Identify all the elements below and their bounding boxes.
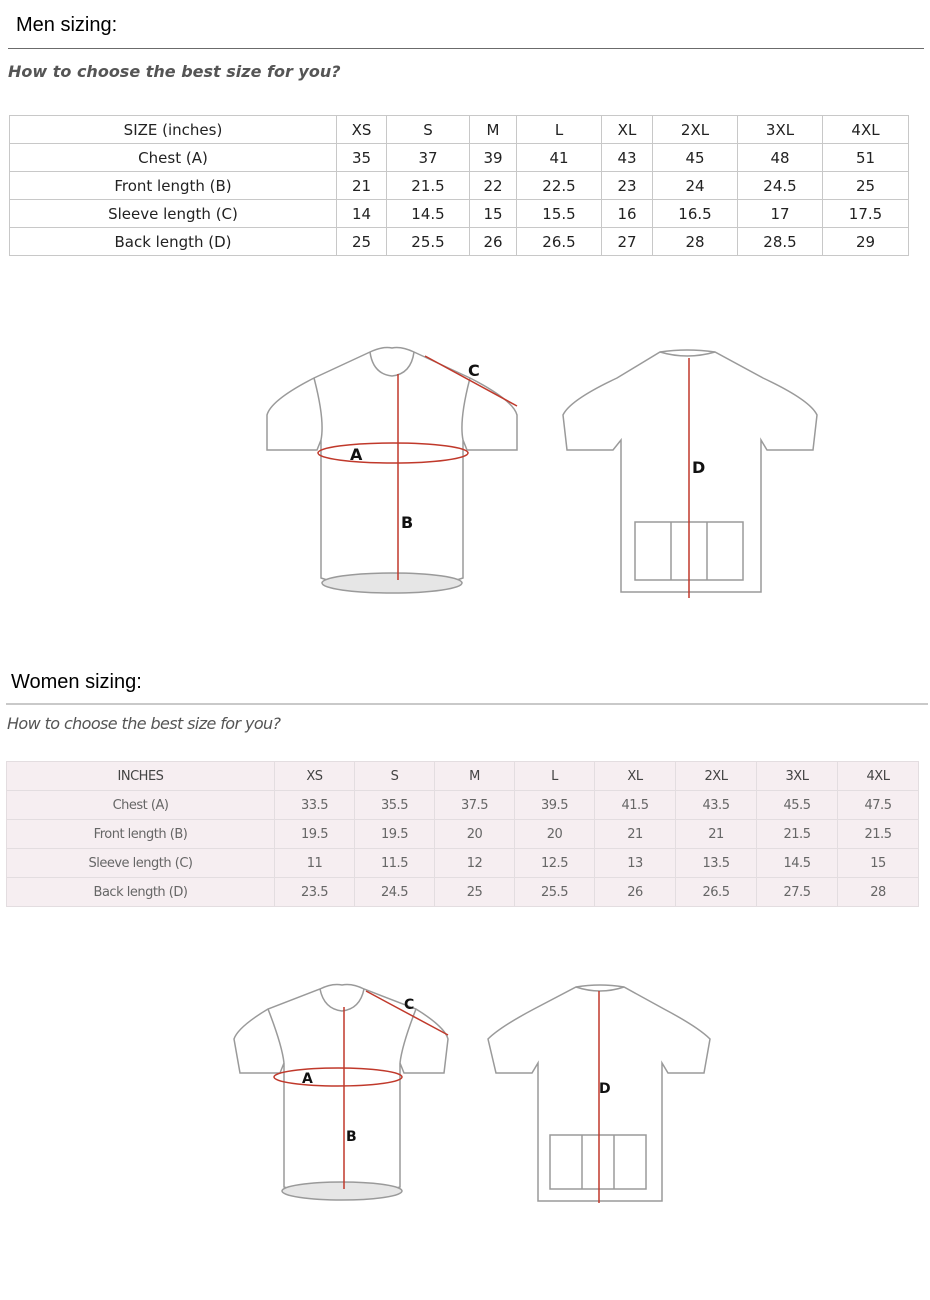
header-cell: S <box>355 762 435 791</box>
table-cell: 45.5 <box>757 791 838 820</box>
table-cell: 22 <box>470 172 517 200</box>
table-cell: 37.5 <box>435 791 515 820</box>
women-jersey-diagram <box>220 975 720 1205</box>
table-cell: 19.5 <box>275 820 355 849</box>
table-cell: 43 <box>602 144 653 172</box>
measure-label-c: C <box>468 361 480 380</box>
table-cell: 25 <box>823 172 909 200</box>
measure-label-d: D <box>692 458 706 477</box>
table-row <box>7 878 919 907</box>
table-cell: 21.5 <box>838 820 919 849</box>
table-cell: 13.5 <box>676 849 757 878</box>
measure-label-b: B <box>401 513 414 532</box>
table-cell: 21 <box>676 820 757 849</box>
table-cell: 37 <box>387 144 470 172</box>
men-sizing-title: Men sizing: <box>16 14 118 36</box>
row-label: Front length (B) <box>7 820 275 849</box>
table-cell: 17.5 <box>823 200 909 228</box>
row-label: Sleeve length (C) <box>10 200 337 228</box>
row-label: Back length (D) <box>7 878 275 907</box>
table-cell: 20 <box>515 820 595 849</box>
table-cell: 33.5 <box>275 791 355 820</box>
table-cell: 47.5 <box>838 791 919 820</box>
measure-label-a: A <box>302 1071 313 1087</box>
table-cell: 22.5 <box>517 172 602 200</box>
table-cell: 23.5 <box>275 878 355 907</box>
table-cell: 21 <box>337 172 387 200</box>
header-cell: 4XL <box>823 116 909 144</box>
table-cell: 12 <box>435 849 515 878</box>
table-cell: 17 <box>738 200 823 228</box>
table-row <box>7 849 919 878</box>
table-cell: 23 <box>602 172 653 200</box>
header-cell: XS <box>275 762 355 791</box>
table-cell: 41.5 <box>595 791 676 820</box>
table-cell: 28 <box>653 228 738 256</box>
header-cell: SIZE (inches) <box>10 116 337 144</box>
table-cell: 24.5 <box>738 172 823 200</box>
header-cell: XL <box>595 762 676 791</box>
header-cell: S <box>387 116 470 144</box>
table-cell: 27.5 <box>757 878 838 907</box>
table-cell: 15 <box>838 849 919 878</box>
jersey-front-outline <box>267 348 517 594</box>
table-cell: 26.5 <box>517 228 602 256</box>
table-row <box>10 228 909 256</box>
table-cell: 21 <box>595 820 676 849</box>
header-cell: XL <box>602 116 653 144</box>
table-cell: 12.5 <box>515 849 595 878</box>
table-cell: 35 <box>337 144 387 172</box>
men-title-divider <box>8 48 924 49</box>
table-cell: 15 <box>470 200 517 228</box>
men-subtitle: How to choose the best size for you? <box>8 62 341 81</box>
table-cell: 21.5 <box>387 172 470 200</box>
header-cell: M <box>435 762 515 791</box>
table-cell: 11.5 <box>355 849 435 878</box>
header-cell: 2XL <box>676 762 757 791</box>
table-cell: 45 <box>653 144 738 172</box>
table-cell: 19.5 <box>355 820 435 849</box>
row-label: Front length (B) <box>10 172 337 200</box>
row-label: Chest (A) <box>7 791 275 820</box>
header-cell: L <box>515 762 595 791</box>
measure-label-b: B <box>346 1129 357 1145</box>
header-cell: 2XL <box>653 116 738 144</box>
table-cell: 26 <box>595 878 676 907</box>
header-cell: 3XL <box>738 116 823 144</box>
table-cell: 16.5 <box>653 200 738 228</box>
table-row <box>7 791 919 820</box>
measure-label-d: D <box>599 1081 611 1097</box>
header-cell: INCHES <box>7 762 275 791</box>
women-subtitle: How to choose the best size for you? <box>7 714 281 733</box>
table-cell: 51 <box>823 144 909 172</box>
table-header-row <box>10 116 909 144</box>
table-cell: 27 <box>602 228 653 256</box>
jersey-front-outline <box>234 985 448 1201</box>
table-cell: 20 <box>435 820 515 849</box>
table-cell: 16 <box>602 200 653 228</box>
table-cell: 13 <box>595 849 676 878</box>
jersey-back-outline <box>563 350 817 592</box>
row-label: Chest (A) <box>10 144 337 172</box>
header-cell: L <box>517 116 602 144</box>
table-row <box>7 820 919 849</box>
table-cell: 39 <box>470 144 517 172</box>
women-size-table <box>6 761 919 907</box>
table-cell: 41 <box>517 144 602 172</box>
table-cell: 11 <box>275 849 355 878</box>
table-cell: 14.5 <box>757 849 838 878</box>
table-cell: 35.5 <box>355 791 435 820</box>
men-size-table <box>9 115 909 256</box>
table-cell: 28 <box>838 878 919 907</box>
table-cell: 25.5 <box>387 228 470 256</box>
men-jersey-diagram <box>255 340 835 610</box>
measure-label-c: C <box>404 997 415 1013</box>
table-cell: 24 <box>653 172 738 200</box>
row-label: Sleeve length (C) <box>7 849 275 878</box>
table-cell: 26.5 <box>676 878 757 907</box>
measure-label-a: A <box>350 445 363 464</box>
table-cell: 29 <box>823 228 909 256</box>
table-cell: 24.5 <box>355 878 435 907</box>
table-cell: 14.5 <box>387 200 470 228</box>
measurement-lines <box>318 356 689 598</box>
table-row <box>10 200 909 228</box>
women-sizing-title: Women sizing: <box>11 671 142 693</box>
table-cell: 15.5 <box>517 200 602 228</box>
header-cell: XS <box>337 116 387 144</box>
table-cell: 28.5 <box>738 228 823 256</box>
table-row <box>10 172 909 200</box>
row-label: Back length (D) <box>10 228 337 256</box>
table-cell: 25 <box>337 228 387 256</box>
table-cell: 39.5 <box>515 791 595 820</box>
table-cell: 26 <box>470 228 517 256</box>
women-title-divider <box>6 703 928 705</box>
header-cell: 3XL <box>757 762 838 791</box>
table-cell: 14 <box>337 200 387 228</box>
table-cell: 48 <box>738 144 823 172</box>
table-header-row <box>7 762 919 791</box>
header-cell: 4XL <box>838 762 919 791</box>
table-row <box>10 144 909 172</box>
table-cell: 21.5 <box>757 820 838 849</box>
header-cell: M <box>470 116 517 144</box>
table-cell: 25 <box>435 878 515 907</box>
table-cell: 43.5 <box>676 791 757 820</box>
table-cell: 25.5 <box>515 878 595 907</box>
